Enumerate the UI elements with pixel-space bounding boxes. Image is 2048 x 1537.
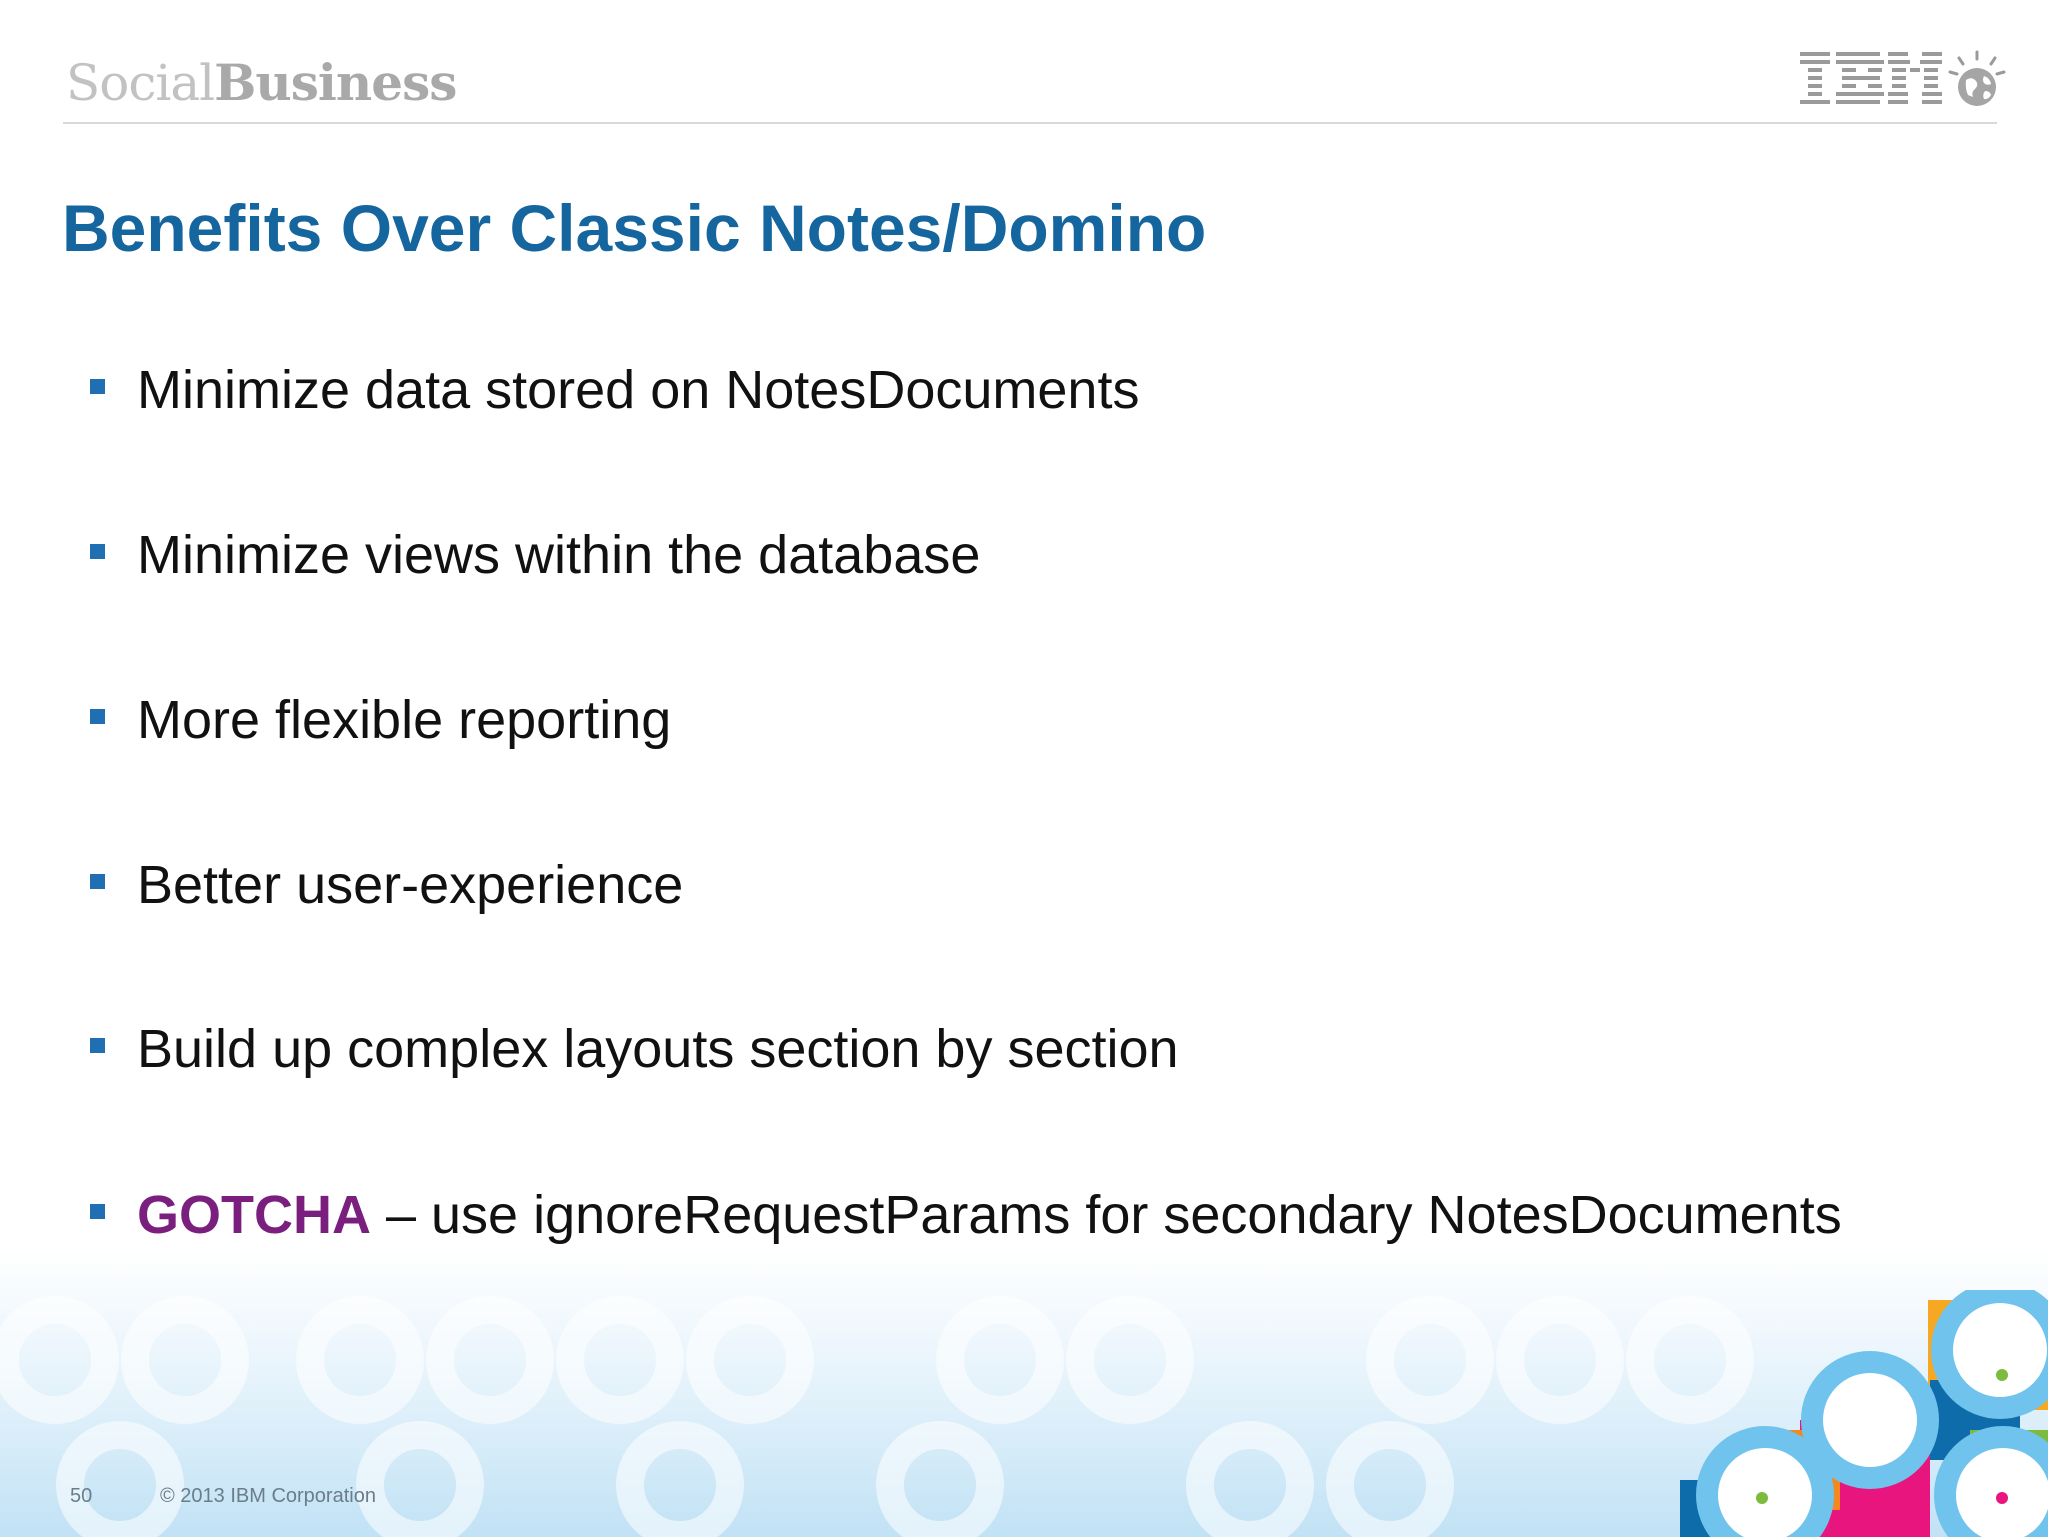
colored-circles-decoration (1680, 1290, 2048, 1537)
slide-title: Benefits Over Classic Notes/Domino (62, 191, 1207, 265)
bullet-text: Minimize data stored on NotesDocuments (137, 360, 1140, 420)
bullet-square-icon (90, 1038, 105, 1053)
page-number: 50 (70, 1485, 93, 1507)
gotcha-text: – use ignoreRequestParams for secondary NotesDocuments (370, 1185, 1842, 1245)
bullet-text: Better user-experience (137, 855, 684, 915)
bullet-square-icon (90, 1204, 105, 1219)
brand-word-business: Business (214, 53, 457, 112)
ibm-logo-icon (1800, 52, 1942, 108)
bullet-square-icon (90, 544, 105, 559)
bullet-text: Minimize views within the database (137, 525, 981, 585)
bullet-text: Build up complex layouts section by section (137, 1019, 1179, 1079)
header-divider (63, 122, 1997, 124)
bullet-text (137, 1180, 1842, 1250)
brand-word-social: Social (66, 54, 215, 112)
bullet-square-icon (90, 874, 105, 889)
socialbusiness-brand (66, 53, 457, 112)
bullet-square-icon (90, 709, 105, 724)
smarter-planet-globe-icon (1948, 50, 2006, 108)
bullet-text: More flexible reporting (137, 690, 672, 750)
gotcha-highlight: GOTCHA (137, 1185, 371, 1245)
copyright-notice: © 2013 IBM Corporation (160, 1485, 376, 1507)
bullet-square-icon (90, 379, 105, 394)
